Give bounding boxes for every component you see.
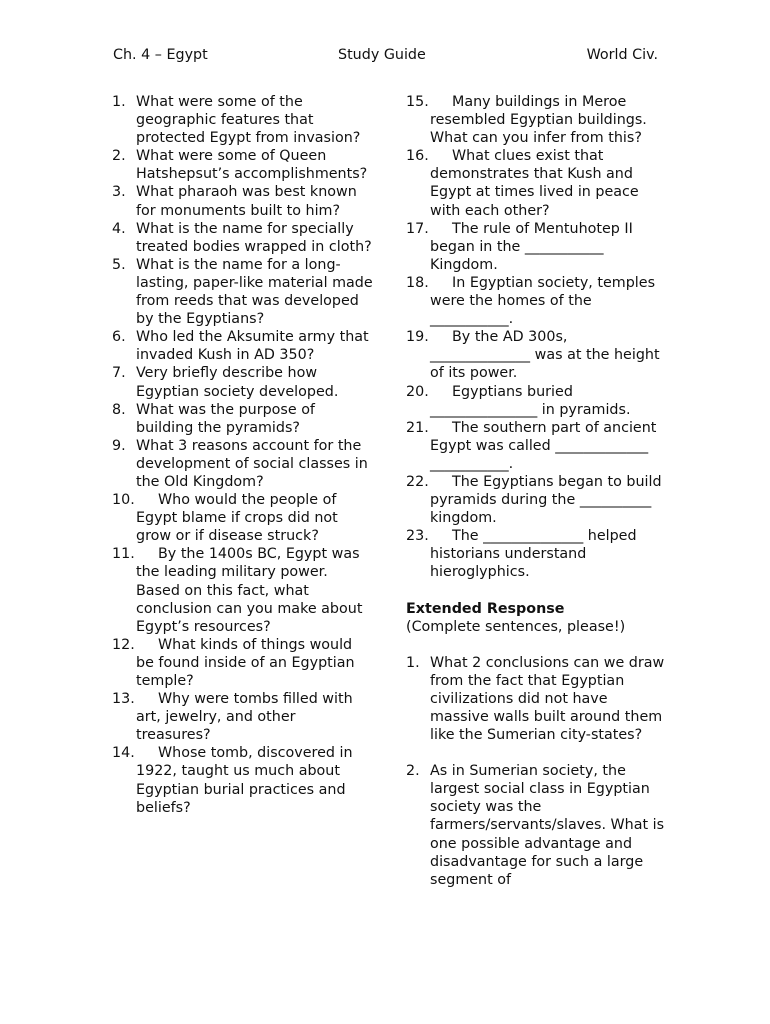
question-number: 14. — [112, 745, 135, 762]
question-item — [406, 147, 668, 219]
question-item — [406, 527, 668, 581]
question-item — [406, 328, 668, 382]
question-number: 19. — [406, 329, 429, 346]
question-item — [406, 93, 668, 147]
question-list-left — [112, 93, 374, 817]
question-item — [112, 545, 374, 635]
question-text: By the AD 300s, ______________ was at the height of its power. — [430, 329, 660, 382]
question-item — [406, 220, 668, 274]
question-text: What is the name for a long-lasting, paper-like material made from reeds that was developed by the Egyptians? — [136, 256, 373, 328]
question-number: 3. — [112, 184, 126, 201]
question-text: In Egyptian society, temples were the homes of the ___________. — [430, 274, 656, 328]
question-item — [112, 690, 374, 744]
question-item — [406, 473, 668, 527]
question-item — [112, 93, 374, 147]
question-text: Who would the people of Egypt blame if crops did not grow or if disease struck? — [136, 492, 338, 545]
question-number: 17. — [406, 220, 429, 237]
question-number: 2. — [112, 148, 126, 165]
question-text: The rule of Mentuhotep II began in the ___________ Kingdom. — [430, 220, 633, 273]
question-text: What kinds of things would be found inside of an Egyptian temple? — [136, 636, 355, 689]
question-item — [112, 147, 374, 183]
question-text: Why were tombs filled with art, jewelry, and other treasures? — [136, 691, 353, 744]
question-item — [112, 401, 374, 437]
question-number: 12. — [112, 636, 135, 653]
question-text: The Egyptians began to build pyramids during the __________ kingdom. — [430, 473, 662, 527]
question-number: 1. — [112, 94, 126, 110]
question-number: 15. — [406, 94, 429, 110]
question-text: The southern part of ancient Egypt was called _____________ ___________. — [430, 419, 657, 472]
question-item — [112, 364, 374, 400]
question-text: What clues exist that demonstrates that Kush and Egypt at times lived in peace with each other? — [430, 148, 639, 219]
extended-response-subtitle: (Complete sentences, please!) — [406, 618, 626, 635]
question-number: 5. — [112, 256, 126, 273]
page-header — [113, 46, 658, 66]
right-column — [406, 93, 668, 889]
question-text: Whose tomb, discovered in 1922, taught us much about Egyptian burial practices and beliefs? — [136, 745, 353, 816]
question-item — [112, 256, 374, 328]
extended-item — [406, 762, 668, 889]
question-text: What were some of the geographic features that protected Egypt from invasion? — [136, 94, 361, 147]
question-number: 13. — [112, 691, 135, 708]
question-text: What is the name for specially treated bodies wrapped in cloth? — [136, 220, 372, 255]
question-text: What was the purpose of building the pyramids? — [136, 401, 315, 436]
left-column — [112, 93, 374, 817]
question-number: 21. — [406, 419, 429, 436]
question-item — [112, 744, 374, 816]
header-course: World Civ. — [586, 47, 658, 63]
question-text: Very briefly describe how Egyptian society developed. — [136, 365, 339, 400]
question-item — [112, 183, 374, 219]
question-item — [406, 419, 668, 473]
question-item — [112, 220, 374, 256]
question-number: 11. — [112, 546, 135, 563]
question-item — [406, 383, 668, 419]
header-chapter: Ch. 4 – Egypt — [113, 47, 208, 63]
question-list-right — [406, 93, 668, 582]
question-text: What pharaoh was best known for monuments built to him? — [136, 184, 357, 219]
question-text: Many buildings in Meroe resembled Egyptian buildings. What can you infer from this? — [430, 94, 647, 147]
question-item — [406, 274, 668, 328]
question-number: 10. — [112, 492, 135, 509]
extended-item — [406, 654, 668, 744]
question-number: 20. — [406, 383, 429, 400]
question-item — [112, 491, 374, 545]
question-number: 1. — [406, 654, 420, 671]
question-number: 2. — [406, 763, 420, 780]
extended-response-list — [406, 654, 668, 889]
question-number: 8. — [112, 401, 126, 418]
question-text: As in Sumerian society, the largest social class in Egyptian society was the farmers/servants/slaves. What is one possible advantage and disadvantage for such a large segment of — [430, 763, 665, 888]
question-item — [112, 636, 374, 690]
question-item — [112, 328, 374, 364]
question-text: What 2 conclusions can we draw from the fact that Egyptian civilizations did not have massive walls built around them like the Sumerian city-states? — [430, 654, 665, 744]
question-number: 16. — [406, 148, 429, 165]
extended-response-title: Extended Response — [406, 600, 565, 617]
question-text: By the 1400s BC, Egypt was the leading military power. Based on this fact, what conclusion can you make about Egypt’s resources? — [136, 546, 363, 635]
question-text: The ______________ helped historians understand hieroglyphics. — [430, 528, 637, 581]
question-number: 9. — [112, 437, 126, 454]
question-number: 18. — [406, 274, 429, 291]
question-text: What 3 reasons account for the development of social classes in the Old Kingdom? — [136, 437, 368, 490]
question-item — [112, 437, 374, 491]
question-text: Who led the Aksumite army that invaded Kush in AD 350? — [136, 329, 369, 364]
question-number: 7. — [112, 365, 126, 382]
question-text: What were some of Queen Hatshepsut’s accomplishments? — [136, 148, 368, 183]
question-number: 22. — [406, 473, 429, 490]
question-number: 6. — [112, 329, 126, 346]
question-number: 23. — [406, 528, 429, 545]
question-number: 4. — [112, 220, 126, 237]
header-title: Study Guide — [338, 47, 426, 63]
question-text: Egyptians buried _______________ in pyramids. — [430, 383, 631, 418]
